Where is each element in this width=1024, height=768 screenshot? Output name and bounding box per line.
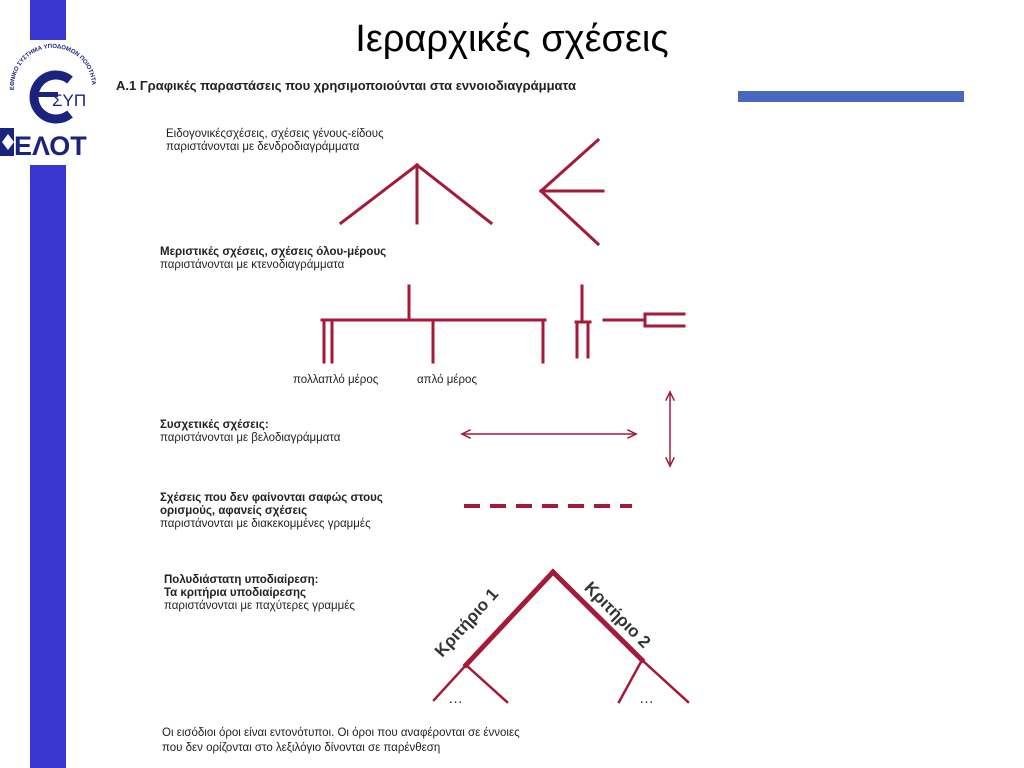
ellipsis-left: … xyxy=(448,690,463,707)
double-arrow-vertical xyxy=(666,392,674,466)
comb-diagram-sideways xyxy=(604,314,684,326)
associative-relations-text: Συσχετικές σχέσεις: παριστάνονται με βελοδιαγράμματα xyxy=(160,419,341,444)
elot-logo: ΕΛΟΤ xyxy=(14,131,87,161)
criterion-1-label: Κριτήριο 1 xyxy=(431,584,503,661)
partitive-relations-text: Μεριστικές σχέσεις, σχέσεις όλου-μέρους παριστάνονται με κτενοδιαγράμματα xyxy=(160,246,387,271)
footnote: Οι εισόδιοι όροι είναι εντονότυποι. Οι όροι που αναφέρονται σε έννοιες που δεν ορίζονται στο λεξιλόγιο δίνονται σε παρένθεση xyxy=(162,727,520,754)
multidimensional-text: Πολυδιάστατη υποδιαίρεση: Τα κριτήρια υποδιαίρεσης παριστάνονται με παχύτερες γραμμές xyxy=(164,574,355,612)
comb-diagram-vertical xyxy=(576,286,590,357)
double-arrow-horizontal xyxy=(462,430,636,438)
unclear-relations-text: Σχέσεις που δεν φαίνονται σαφώς στους ορισμούς, αφανείς σχέσεις παριστάνονται με διακεκομμένες γραμμές xyxy=(160,492,383,530)
esyp-ring-text: ΕΘΝΙΚΟ ΣΥΣΤΗΜΑ ΥΠΟΔΟΜΩΝ ΠΟΙΟΤΗΤΑ xyxy=(9,43,97,91)
criterion-2-label: Κριτήριο 2 xyxy=(580,578,655,652)
multi-part-label: πολλαπλό μέρος xyxy=(293,374,379,386)
generic-relations-text: Ειδογονικέςσχέσεις, σχέσεις γένους-είδους παριστάνονται με δενδροδιαγράμματα xyxy=(166,128,384,153)
comb-diagram xyxy=(322,286,545,362)
tree-diagram xyxy=(341,165,491,223)
page-title: Ιεραρχικές σχέσεις xyxy=(355,18,669,60)
ellipsis-right: … xyxy=(639,690,654,707)
single-part-label: απλό μέρος xyxy=(417,374,477,386)
section-heading: Α.1 Γραφικές παραστάσεις που χρησιμοποιούνται στα εννοιοδιαγράμματα xyxy=(116,78,576,93)
tree-diagram-horizontal xyxy=(541,140,603,244)
esyp-letters: ΣΥΠ xyxy=(52,91,87,110)
